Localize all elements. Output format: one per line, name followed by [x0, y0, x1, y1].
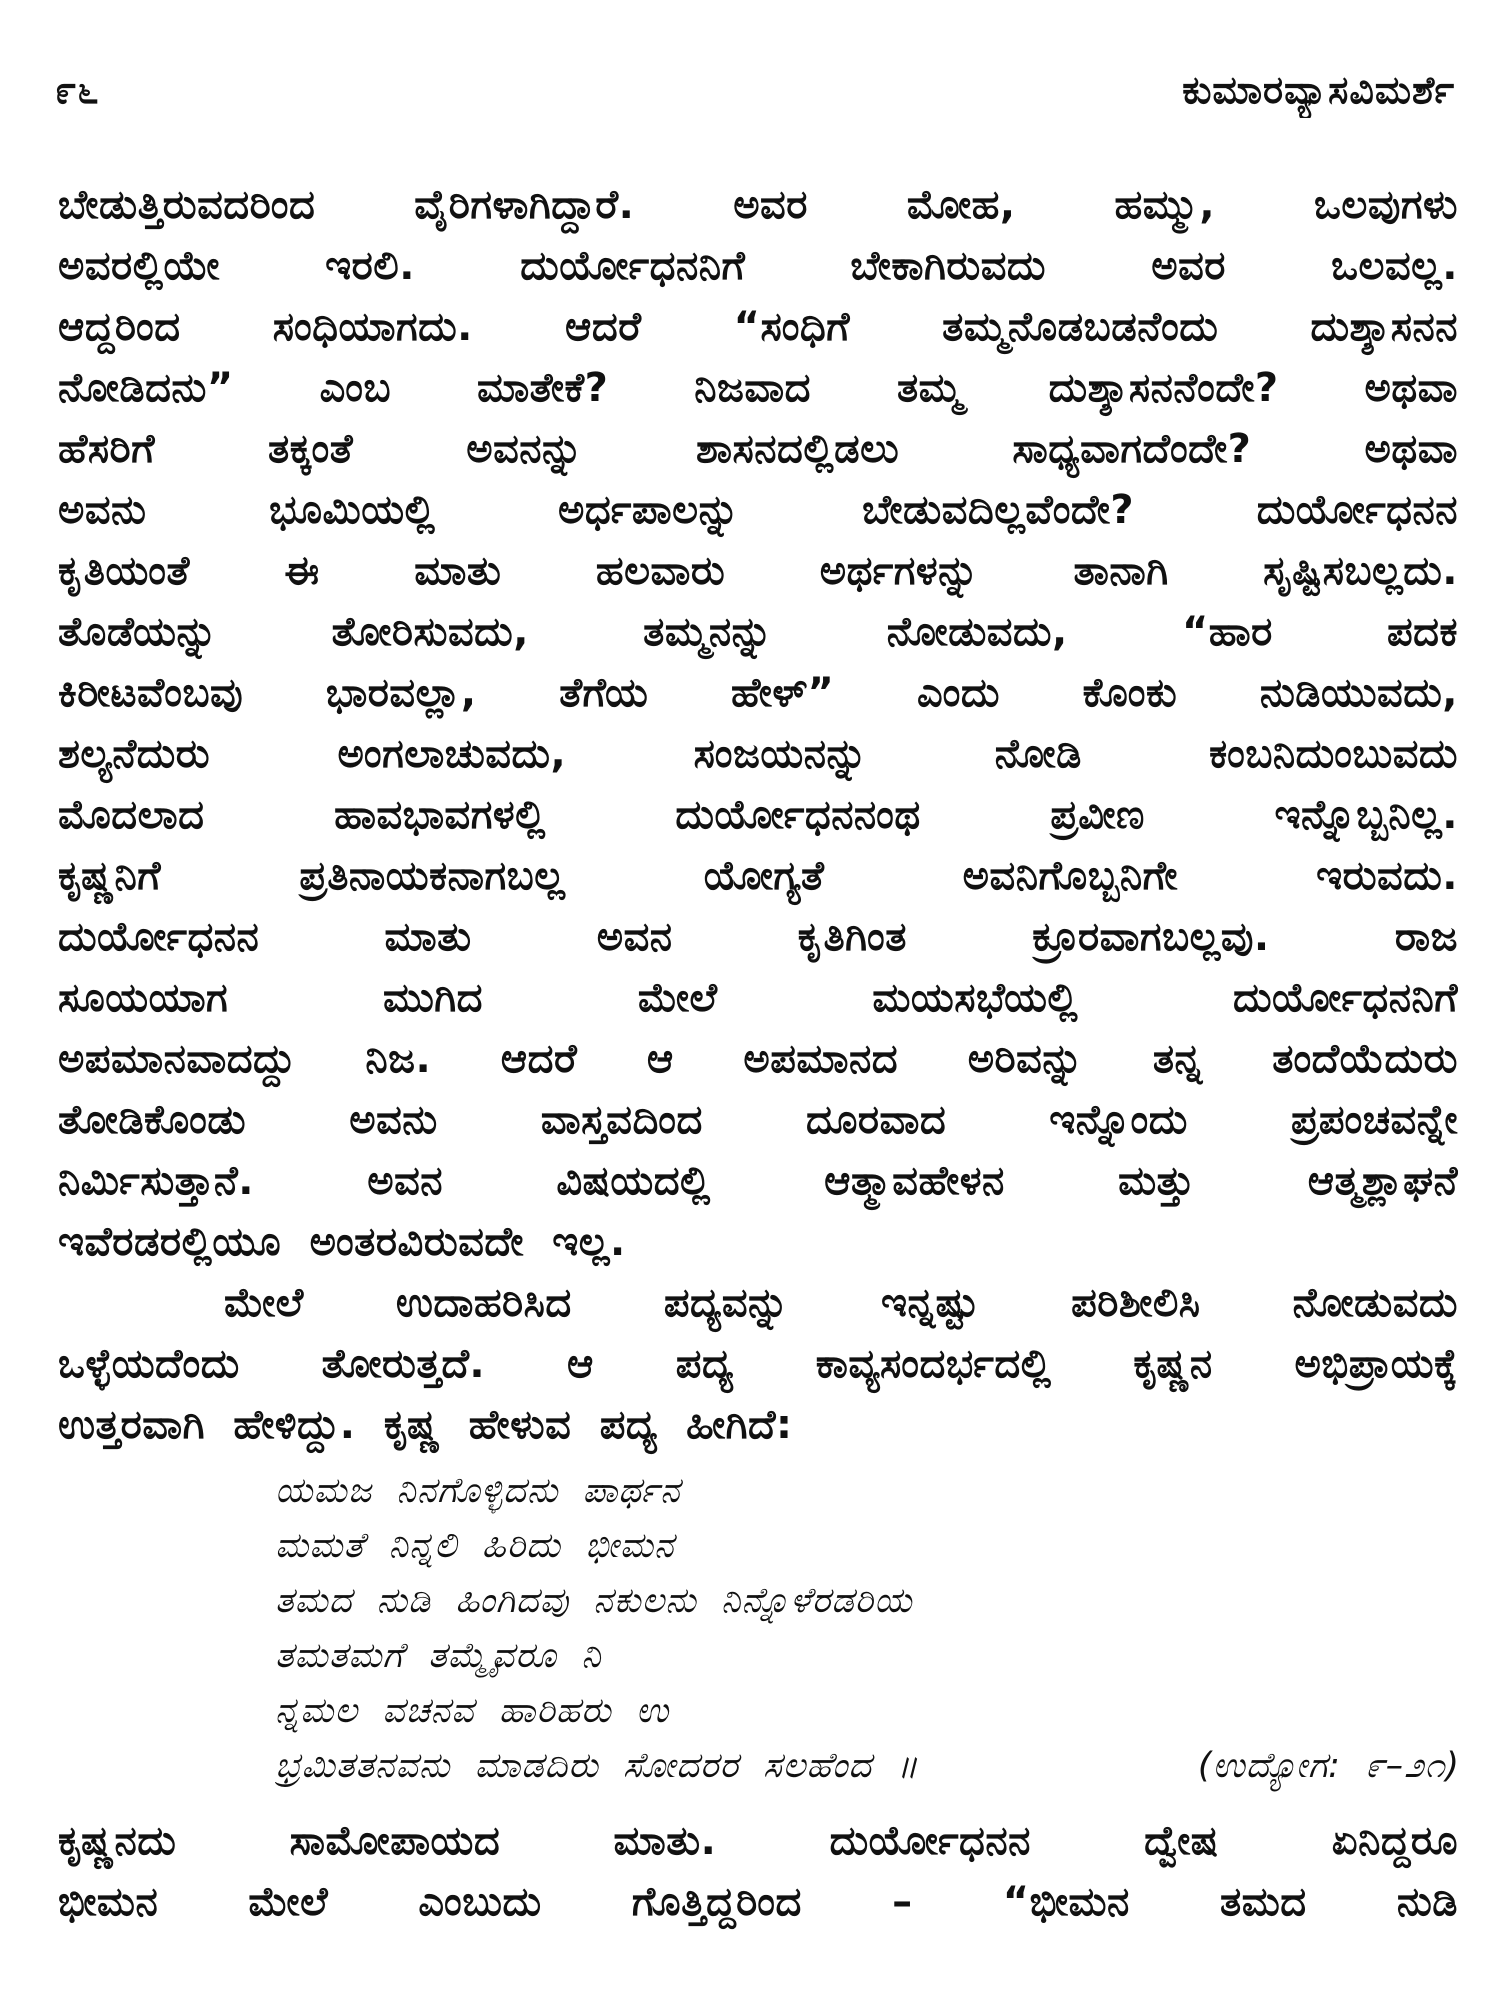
running-title: ಕುಮಾರವ್ಯಾಸವಿಮರ್ಶೆ	[1182, 68, 1455, 112]
text-line: ಅವನು ಭೂಮಿಯಲ್ಲಿ ಅರ್ಧಪಾಲನ್ನು ಬೇಡುವದಿಲ್ಲವೆಂದೇ? ದುರ್ಯೋಧನನ	[58, 487, 1458, 533]
text-line: ಅಪಮಾನವಾದದ್ದು ನಿಜ. ಆದರೆ ಆ ಅಪಮಾನದ ಅರಿವನ್ನು ತನ್ನ ತಂದೆಯೆದುರು	[58, 1036, 1458, 1082]
text-line: ಕೃಷ್ಣನಿಗೆ ಪ್ರತಿನಾಯಕನಾಗಬಲ್ಲ ಯೋಗ್ಯತೆ ಅವನಿಗೊಬ್ಬನಿಗೇ ಇರುವದು.	[58, 853, 1458, 899]
text-line: ಕೃಷ್ಣನದು ಸಾಮೋಪಾಯದ ಮಾತು. ದುರ್ಯೋಧನನ ದ್ವೇಷ ಏನಿದ್ದರೂ	[58, 1818, 1458, 1864]
paragraph	[58, 1811, 1458, 1933]
text-line: ಕೃತಿಯಂತೆ ಈ ಮಾತು ಹಲವಾರು ಅರ್ಥಗಳನ್ನು ತಾನಾಗಿ ಸೃಷ್ಟಿಸಬಲ್ಲದು.	[58, 548, 1458, 594]
page-header	[55, 62, 1455, 118]
verse-block	[275, 1464, 1460, 1794]
verse-final-line	[275, 1739, 1460, 1794]
text-line: ಸೂಯಯಾಗ ಮುಗಿದ ಮೇಲೆ ಮಯಸಭೆಯಲ್ಲಿ ದುರ್ಯೋಧನನಿಗೆ	[58, 975, 1458, 1021]
verse-line: ತಮದ ನುಡಿ ಹಿಂಗಿದವು ನಕುಲನು ನಿನ್ನೊಳೆರಡರಿಯ	[275, 1581, 913, 1621]
text-line: ಅವರಲ್ಲಿಯೇ ಇರಲಿ. ದುರ್ಯೋಧನನಿಗೆ ಬೇಕಾಗಿರುವದು ಅವರ ಒಲವಲ್ಲ.	[58, 243, 1458, 289]
page-number: ೯೬	[55, 68, 100, 112]
paragraph	[58, 1273, 1458, 1456]
paragraph	[58, 175, 1458, 1273]
text-line: ಇವೆರಡರಲ್ಲಿಯೂ ಅಂತರವಿರುವದೇ ಇಲ್ಲ.	[58, 1219, 626, 1265]
text-line: ಒಳ್ಳೆಯದೆಂದು ತೋರುತ್ತದೆ. ಆ ಪದ್ಯ ಕಾವ್ಯಸಂದರ್ಭದಲ್ಲಿ ಕೃಷ್ಣನ ಅಭಿಪ್ರಾಯಕ್ಕೆ	[58, 1341, 1458, 1387]
text-line: ಆದ್ದರಿಂದ ಸಂಧಿಯಾಗದು. ಆದರೆ “ಸಂಧಿಗೆ ತಮ್ಮನೊಡಬಡನೆಂದು ದುಶ್ಶಾಸನನ	[58, 304, 1458, 350]
text-line: ಮೊದಲಾದ ಹಾವಭಾವಗಳಲ್ಲಿ ದುರ್ಯೋಧನನಂಥ ಪ್ರವೀಣ ಇನ್ನೊಬ್ಬನಿಲ್ಲ.	[58, 792, 1458, 838]
text-line: ಉತ್ತರವಾಗಿ ಹೇಳಿದ್ದು. ಕೃಷ್ಣ ಹೇಳುವ ಪದ್ಯ ಹೀಗಿದೆ:	[58, 1402, 793, 1448]
verse-line: ಯಮಜ ನಿನಗೊಳ್ಳಿದನು ಪಾರ್ಥನ	[275, 1471, 681, 1511]
text-line: ಮೇಲೆ ಉದಾಹರಿಸಿದ ಪದ್ಯವನ್ನು ಇನ್ನಷ್ಟು ಪರಿಶೀಲಿಸಿ ನೋಡುವದು	[224, 1280, 1458, 1326]
text-line: ಭೀಮನ ಮೇಲೆ ಎಂಬುದು ಗೊತ್ತಿದ್ದರಿಂದ – “ಭೀಮನ ತಮದ ನುಡಿ	[58, 1879, 1458, 1925]
verse-line: ಭ್ರಮಿತತನವನು ಮಾಡದಿರು ಸೋದರರ ಸಲಹೆಂದ ॥	[275, 1746, 919, 1786]
text-line: ದುರ್ಯೋಧನನ ಮಾತು ಅವನ ಕೃತಿಗಿಂತ ಕ್ರೂರವಾಗಬಲ್ಲವು. ರಾಜ	[58, 914, 1458, 960]
text-line: ನೋಡಿದನು” ಎಂಬ ಮಾತೇಕೆ? ನಿಜವಾದ ತಮ್ಮ ದುಶ್ಶಾಸನನೆಂದೇ? ಅಥವಾ	[58, 365, 1458, 411]
text-line: ಕಿರೀಟವೆಂಬವು ಭಾರವಲ್ಲಾ, ತೆಗೆಯ ಹೇಳ್” ಎಂದು ಕೊಂಕು ನುಡಿಯುವದು,	[58, 670, 1458, 716]
verse-citation: (ಉದ್ಯೋಗ: ೯–೨೧)	[1197, 1746, 1460, 1786]
text-line: ಬೇಡುತ್ತಿರುವದರಿಂದ ವೈರಿಗಳಾಗಿದ್ದಾರೆ. ಅವರ ಮೋಹ, ಹಮ್ಮು, ಒಲವುಗಳು	[58, 182, 1458, 228]
text-line: ನಿರ್ಮಿಸುತ್ತಾನೆ. ಅವನ ವಿಷಯದಲ್ಲಿ ಆತ್ಮಾವಹೇಳನ ಮತ್ತು ಆತ್ಮಶ್ಲಾಘನೆ	[58, 1158, 1458, 1204]
text-line: ತೋಡಿಕೊಂಡು ಅವನು ವಾಸ್ತವದಿಂದ ದೂರವಾದ ಇನ್ನೊಂದು ಪ್ರಪಂಚವನ್ನೇ	[58, 1097, 1458, 1143]
verse-line: ನ್ನಮಲ ವಚನವ ಹಾರಿಹರು ಉ	[275, 1691, 670, 1731]
text-line: ತೊಡೆಯನ್ನು ತೋರಿಸುವದು, ತಮ್ಮನನ್ನು ನೋಡುವದು, “ಹಾರ ಪದಕ	[58, 609, 1458, 655]
verse-line: ಮಮತೆ ನಿನ್ನಲಿ ಹಿರಿದು ಭೀಮನ	[275, 1526, 675, 1566]
text-line: ಶಲ್ಯನೆದುರು ಅಂಗಲಾಚುವದು, ಸಂಜಯನನ್ನು ನೋಡಿ ಕಂಬನಿದುಂಬುವದು	[58, 731, 1458, 777]
text-line: ಹೆಸರಿಗೆ ತಕ್ಕಂತೆ ಅವನನ್ನು ಶಾಸನದಲ್ಲಿಡಲು ಸಾಧ್ಯವಾಗದೆಂದೇ? ಅಥವಾ	[58, 426, 1458, 472]
verse-line: ತಮತಮಗೆ ತಮ್ಮೈವರೂ ನಿ	[275, 1636, 602, 1676]
